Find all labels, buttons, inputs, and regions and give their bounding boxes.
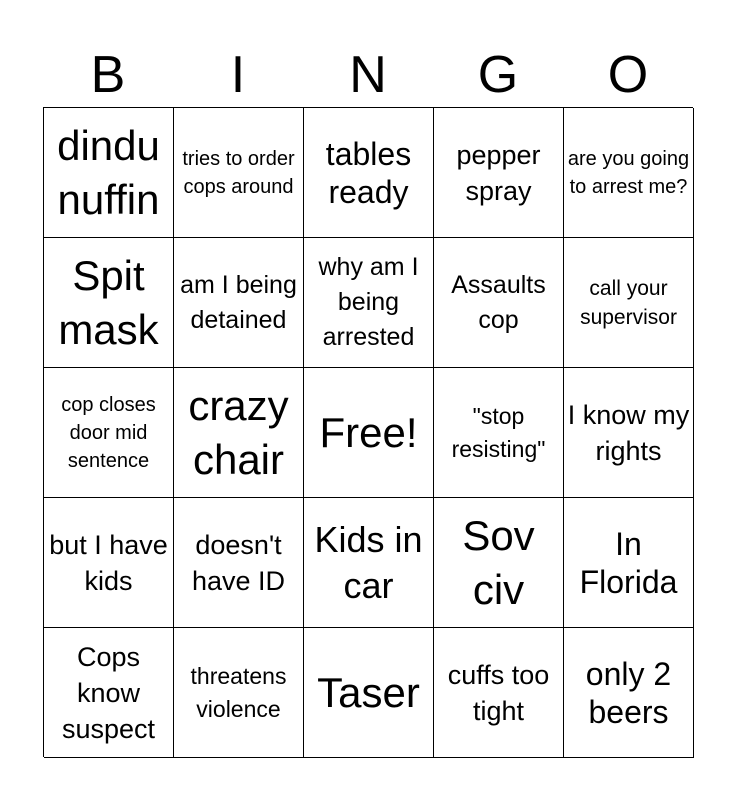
bingo-cell-text: cop closes door mid sentence	[61, 393, 156, 472]
bingo-cell-text: tries to order cops around	[182, 147, 295, 198]
bingo-cell	[44, 368, 174, 498]
bingo-cell	[434, 368, 564, 498]
bingo-cell	[564, 238, 694, 368]
header-letter-g: G	[477, 46, 519, 104]
header-letter-n: N	[349, 46, 387, 104]
bingo-cell	[564, 108, 694, 238]
bingo-cell	[174, 238, 304, 368]
bingo-cell-text: are you going to arrest me?	[567, 147, 690, 198]
bingo-cell-text: Taser	[317, 668, 420, 716]
bingo-cell-text: only 2 beers	[585, 655, 672, 730]
bingo-cell-text: Sov civ	[462, 511, 535, 613]
bingo-cell-text: why am I being arrested	[318, 253, 419, 351]
bingo-cell-text: call your supervisor	[580, 276, 677, 329]
bingo-cell	[304, 368, 434, 498]
bingo-cell-text: Cops know suspect	[61, 641, 156, 744]
bingo-cell	[174, 628, 304, 758]
bingo-cell-text: In Florida	[579, 525, 678, 600]
bingo-cell	[44, 628, 174, 758]
bingo-cell-text: tables ready	[325, 135, 412, 210]
bingo-cell-text: threatens violence	[190, 662, 287, 722]
bingo-cell	[44, 498, 174, 628]
bingo-cell	[174, 108, 304, 238]
bingo-cell	[434, 238, 564, 368]
bingo-card-grid	[43, 107, 693, 757]
bingo-cell-text: crazy chair	[188, 381, 289, 483]
bingo-cell-text: Spit mask	[58, 251, 159, 353]
bingo-cell	[304, 238, 434, 368]
bingo-cell-text: "stop resisting"	[451, 402, 546, 462]
bingo-cell	[564, 498, 694, 628]
bingo-cell-text: am I being detained	[180, 270, 297, 334]
bingo-cell	[44, 238, 174, 368]
bingo-cell-text: doesn't have ID	[191, 529, 286, 596]
bingo-cell-text: Assaults cop	[451, 270, 546, 334]
bingo-cell	[174, 368, 304, 498]
header-letter-o: O	[607, 46, 649, 104]
bingo-cell-text: I know my rights	[567, 399, 690, 466]
bingo-cell	[44, 108, 174, 238]
bingo-cell	[564, 368, 694, 498]
bingo-cell	[564, 628, 694, 758]
bingo-cell-text: dindu nuffin	[57, 121, 160, 223]
bingo-cell	[434, 498, 564, 628]
free-space: Free!	[319, 408, 418, 456]
bingo-header	[43, 44, 693, 106]
header-letter-b: B	[90, 46, 126, 104]
bingo-cell	[434, 108, 564, 238]
header-letter-i: I	[230, 46, 246, 104]
bingo-cell-text: cuffs too tight	[447, 659, 550, 726]
bingo-cell	[304, 498, 434, 628]
bingo-cell-text: but I have kids	[49, 529, 168, 596]
bingo-cell-text: Kids in car	[314, 518, 423, 606]
bingo-cell	[304, 108, 434, 238]
bingo-cell	[174, 498, 304, 628]
bingo-cell	[304, 628, 434, 758]
bingo-cell-text: pepper spray	[456, 139, 541, 206]
bingo-cell	[434, 628, 564, 758]
